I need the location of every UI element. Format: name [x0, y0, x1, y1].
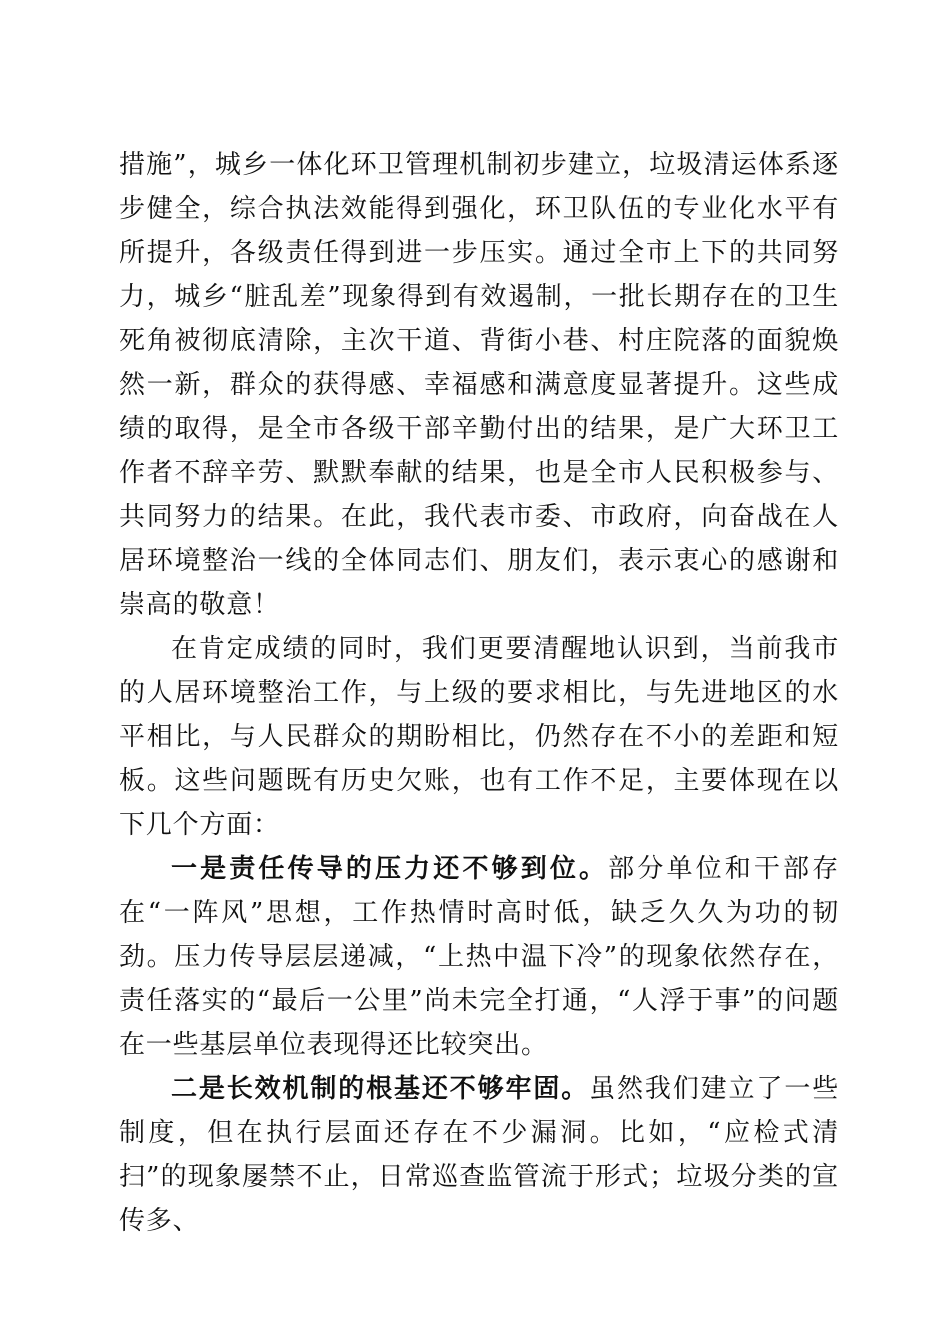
issue-two-heading: 二是长效机制的根基还不够牢固。: [171, 1074, 590, 1104]
document-body: [119, 143, 839, 1243]
issue-one-heading: 一是责任传导的压力还不够到位。: [171, 854, 609, 884]
issue-two-text: 虽然我们建立了一些制度，但在执行层面还存在不少漏洞。比如，“应检式清扫”的现象屡禁不止，日常巡查监管流于形式；垃圾分类的宣传多、: [119, 1074, 839, 1236]
paragraph-gaps: [119, 627, 839, 847]
paragraph-gaps-text: 在肯定成绩的同时，我们更要清醒地认识到，当前我市的人居环境整治工作，与上级的要求相比，与先进地区的水平相比，与人民群众的期盼相比，仍然存在不小的差距和短板。这些问题既有历史欠账，也有工作不足，主要体现在以下几个方面：: [119, 634, 839, 840]
issue-one-text: 部分单位和干部存在“一阵风”思想，工作热情时高时低，缺乏久久为功的韧劲。压力传导层层递减，“上热中温下冷”的现象依然存在，责任落实的“最后一公里”尚未完全打通，“人浮于事”的问题在一些基层单位表现得还比较突出。: [119, 854, 839, 1060]
paragraph-issue-two: [119, 1067, 839, 1243]
paragraph-achievements: [119, 143, 839, 627]
paragraph-issue-one: [119, 847, 839, 1067]
paragraph-achievements-text: 措施”，城乡一体化环卫管理机制初步建立，垃圾清运体系逐步健全，综合执法效能得到强化，环卫队伍的专业化水平有所提升，各级责任得到进一步压实。通过全市上下的共同努力，城乡“脏乱差”现象得到有效遏制，一批长期存在的卫生死角被彻底清除，主次干道、背街小巷、村庄院落的面貌焕然一新，群众的获得感、幸福感和满意度显著提升。这些成绩的取得，是全市各级干部辛勤付出的结果，是广大环卫工作者不辞辛劳、默默奉献的结果，也是全市人民积极参与、共同努力的结果。在此，我代表市委、市政府，向奋战在人居环境整治一线的全体同志们、朋友们，表示衷心的感谢和崇高的敬意！: [119, 150, 839, 620]
